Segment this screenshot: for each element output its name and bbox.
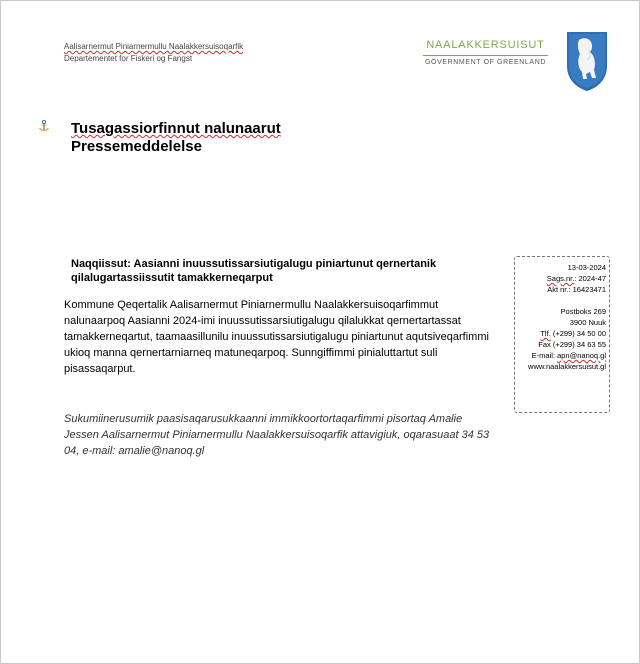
- subject-heading: Naqqiissut: Aasianni inuussutissarsiutigalugu piniartunut qernertanik qilalugartassiissutit tamakkerneqarput: [71, 258, 437, 284]
- greenland-polar-bear-crest-icon: [565, 30, 609, 92]
- title-greenlandic: Tusagassiorfinnut nalunaarut: [71, 120, 281, 137]
- info-website[interactable]: www.naalakkersuisut.gl: [528, 362, 606, 371]
- body-paragraph: Kommune Qeqertalik Aalisarnermut Piniarnermullu Naalakkersuisoqarfimmut nalunaarpoq Aasianni 2024-imi inuussutissarsiutigalugu qilalukkat qernertartassat tamakkerneqartut, taamaasillunilu inuussutissarsiutigalugu piniartunut aqutsiveqarfimmi ukioq manna qernertarniarneq matuneqarpoq. Sunngiffimmi pinialuttartut suli pisassaqarput.: [64, 299, 489, 375]
- info-email: [532, 351, 606, 360]
- info-postbox: Postboks 269: [560, 307, 606, 316]
- email-value[interactable]: apn@nanoq.gl: [557, 351, 606, 360]
- phone-value: (+299) 34 50 00: [552, 329, 606, 338]
- contact-paragraph: Sukumiinerusumik paasisaqarusukkaanni immikkoortortaqarfimmi pisortaq Amalie Jessen Aalisarnermut Piniarnermullu Naalakkersuisoqarfik attavigiuk, oqarasuaat 34 53 04, e-mail: amalie@nanoq.gl: [64, 413, 490, 457]
- phone-label: Tlf.: [540, 329, 551, 338]
- anchor-icon: [38, 120, 50, 133]
- brand-divider: [423, 55, 548, 56]
- info-fax: Fax (+299) 34 63 55: [538, 340, 606, 349]
- brand-name: NAALAKKERSUISUT: [426, 39, 545, 51]
- info-case-number: [547, 274, 606, 283]
- email-label: E-mail:: [531, 351, 558, 360]
- title-danish: Pressemeddelelse: [71, 138, 202, 155]
- info-date: 13-03-2024: [567, 263, 606, 272]
- info-city: 3900 Nuuk: [569, 318, 606, 327]
- info-phone: [540, 329, 606, 338]
- case-number-value: : 2024-47: [574, 274, 606, 283]
- info-document-number: Akt nr.: 16423471: [547, 285, 606, 294]
- info-box: [514, 256, 610, 413]
- brand-subtitle: GOVERNMENT OF GREENLAND: [424, 59, 547, 66]
- department-subtitle: Departementet for Fiskeri og Fangst: [64, 54, 193, 63]
- case-number-label: Sags.nr.: [546, 274, 575, 283]
- department-name: Aalisarnermut Piniarnermullu Naalakkersuisoqarfik: [64, 42, 244, 51]
